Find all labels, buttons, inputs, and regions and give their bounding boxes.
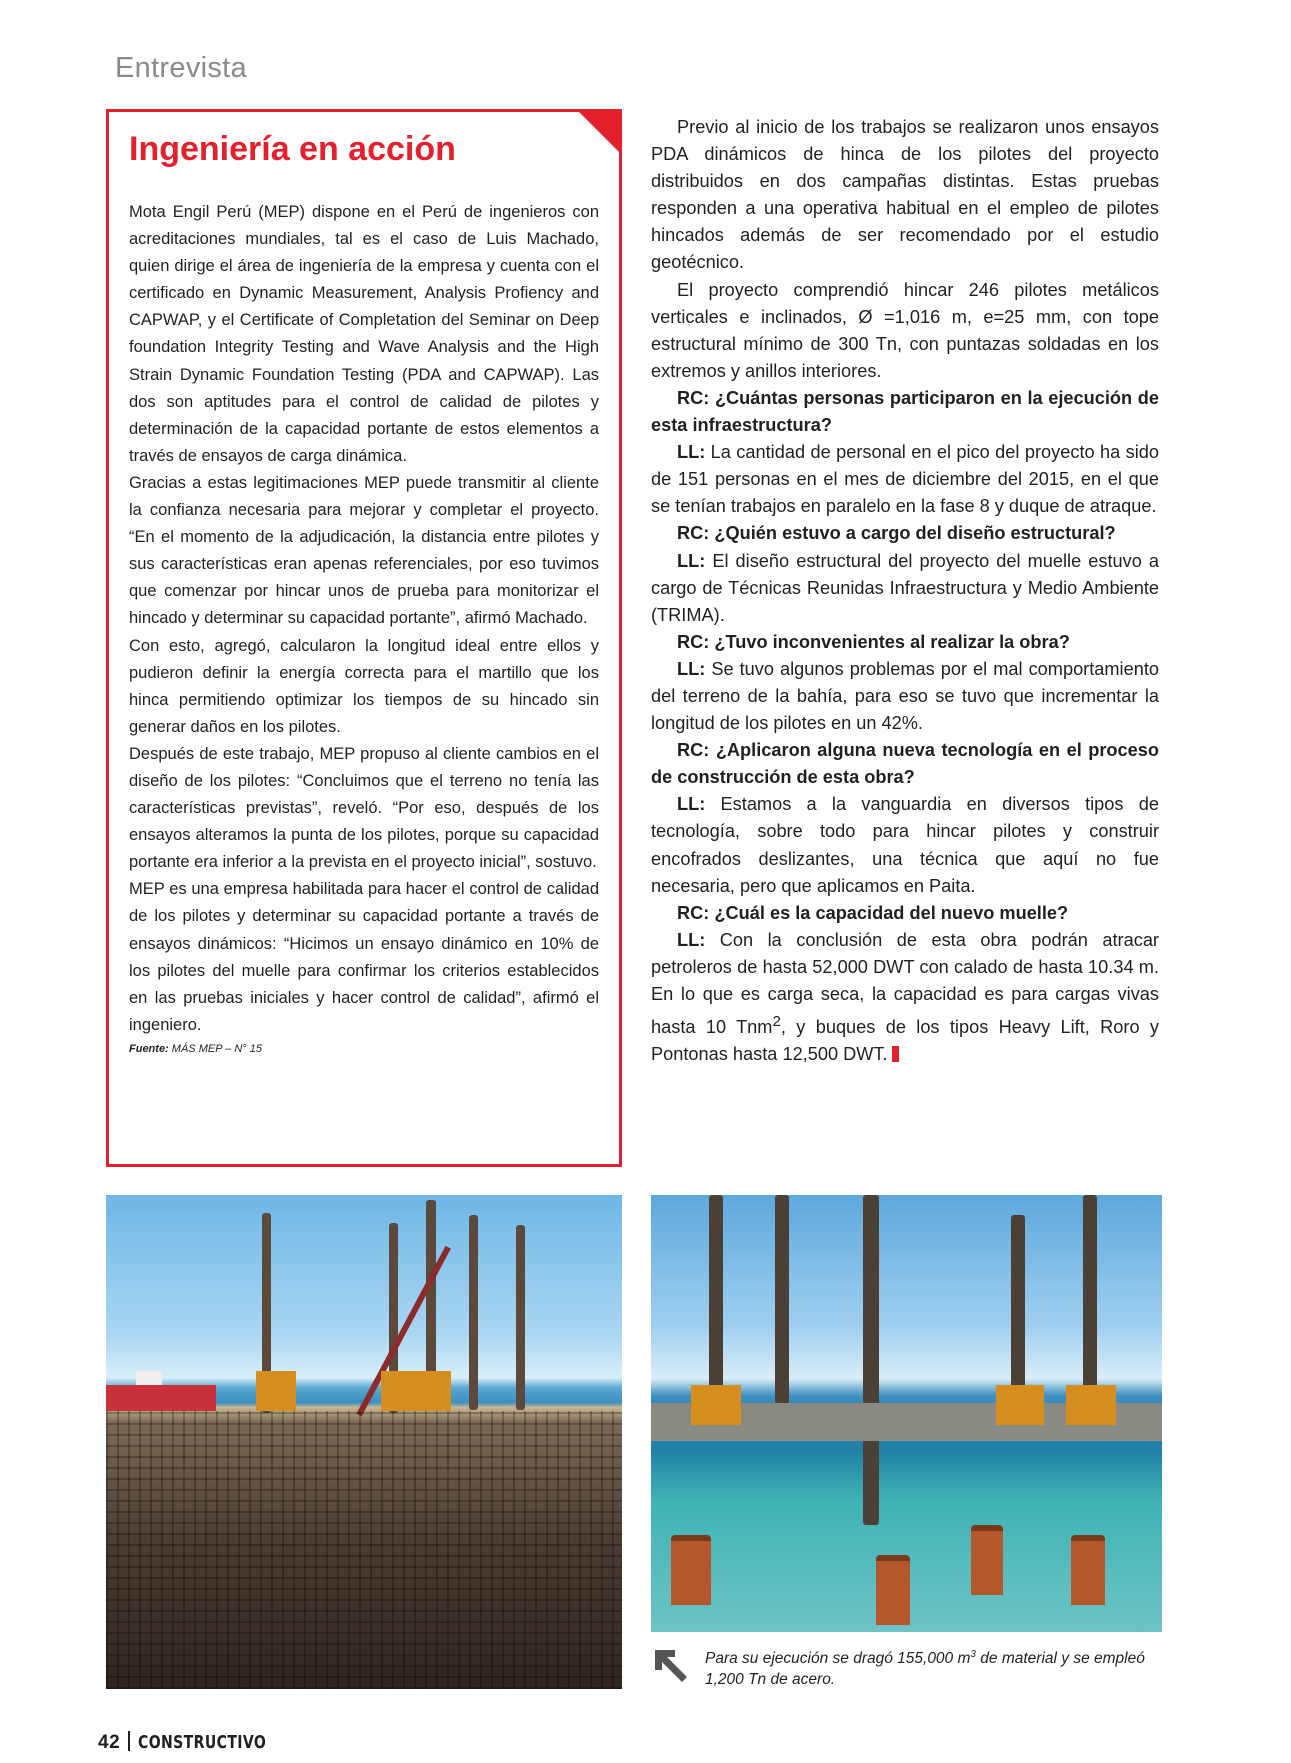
- section-label: Entrevista: [115, 52, 247, 84]
- answer-text: Con la conclusión de esta obra podrán atracar petroleros de hasta 52,000 DWT con calado de hasta 10.34 m. En lo que es carga seca, la capacidad es para cargas vivas hasta 10 Tnm: [651, 929, 1159, 1038]
- interview-question: RC: ¿Quién estuvo a cargo del diseño estructural?: [677, 523, 1116, 544]
- answer-text: , y buques de los tipos Heavy Lift, Roro y Pontonas hasta 12,500 DWT.: [651, 1017, 1160, 1065]
- sidebar-paragraph: MEP es una empresa habilitada para hacer el control de calidad de los pilotes y determinar su capacidad portante a través de ensayos dinámicos: “Hicimos un ensayo dinámico en 10% de los pilotes del muelle para confirmar los criterios establecidos en las pruebas iniciales y hacer control de calidad”, afirmó el ingeniero.: [129, 880, 599, 1034]
- sidebar-title: Ingeniería en acción: [129, 130, 456, 168]
- answer-prefix: LL:: [677, 442, 706, 463]
- photo-pile-driving: [651, 1195, 1162, 1632]
- answer-text: Se tuvo algunos problemas por el mal comportamiento del terreno de la bahía, para eso se tuvo que incrementar la longitud de los pilotes en un 42%.: [651, 658, 1159, 734]
- answer-prefix: LL:: [677, 550, 706, 571]
- interview-answer: [651, 656, 1159, 737]
- answer-text: El diseño estructural del proyecto del muelle estuvo a cargo de Técnicas Reunidas Infraestructura y Medio Ambiente (TRIMA).: [651, 550, 1159, 625]
- pile-illustration: [863, 1195, 879, 1525]
- article-column: [651, 114, 1159, 1068]
- footer-separator: [128, 1731, 130, 1751]
- interview-question: RC: ¿Tuvo inconvenientes al realizar la obra?: [677, 631, 1070, 652]
- interview-question: RC: ¿Cuántas personas participaron en la ejecución de esta infraestructura?: [651, 387, 1159, 436]
- pile-illustration: [775, 1195, 789, 1435]
- frame-illustration: [691, 1385, 741, 1425]
- interview-answer: [651, 791, 1159, 899]
- pile-illustration: [516, 1225, 525, 1410]
- sidebar-paragraph: Después de este trabajo, MEP propuso al cliente cambios en el diseño de los pilotes: “Concluimos que el terreno no tenía las características previstas”, reveló. “Por eso, después de los ensayos alteramos la punta de los pilotes, porque su capacidad portante era inferior a la prevista en el proyecto inicial”, sostuvo.: [129, 744, 599, 872]
- source-label: Fuente:: [129, 1042, 169, 1055]
- answer-prefix: LL:: [677, 658, 706, 679]
- ship-illustration: [106, 1385, 216, 1411]
- page-footer: [98, 1731, 303, 1754]
- caption-text-part: Para su ejecución se dragó 155,000 m: [705, 1650, 971, 1668]
- sidebar-paragraph: Con esto, agregó, calcularon la longitud ideal entre ellos y pudieron definir la energía correcta para el martillo que los hinca permitiendo optimizar los tiempos de su hincado sin generar daños en los pilotes.: [129, 636, 599, 736]
- superscript: 2: [772, 1013, 781, 1031]
- frame-illustration: [1066, 1385, 1116, 1425]
- source-note: [129, 1043, 599, 1055]
- interview-answer: [651, 439, 1159, 520]
- answer-prefix: LL:: [677, 929, 706, 950]
- interview-answer: [651, 548, 1159, 629]
- page-number: 42: [98, 1732, 121, 1753]
- corner-accent: [576, 109, 622, 155]
- frame-illustration: [381, 1371, 451, 1411]
- superscript: 3: [970, 1649, 976, 1660]
- source-text: MÁS MEP – N° 15: [171, 1042, 262, 1055]
- caption-text-part: de material y se empleó 1,200 Tn de acero.: [705, 1650, 1145, 1689]
- answer-text: La cantidad de personal en el pico del proyecto ha sido de 151 personas en el mes de diciembre del 2015, en el que se tenían trabajos en paralelo en la fase 8 y duque de atraque.: [651, 442, 1159, 517]
- photo-pier-deck: [106, 1195, 622, 1689]
- interview-question: RC: ¿Cuál es la capacidad del nuevo muelle?: [677, 902, 1069, 923]
- rebar-mesh-illustration: [106, 1411, 622, 1689]
- caption-text: [705, 1644, 1145, 1690]
- pile-stub-illustration: [971, 1525, 1003, 1595]
- pile-stub-illustration: [671, 1535, 711, 1605]
- sidebar-paragraph: Mota Engil Perú (MEP) dispone en el Perú de ingenieros con acreditaciones mundiales, tal es el caso de Luis Machado, quien dirige el área de ingeniería de la empresa y cuenta con el certificado en Dynamic Measurement, Analysis Profiency and CAPWAP, y el Certificate of Completation del Seminar on Deep foundation Integrity Testing and Wave Analysis and the High Strain Dynamic Foundation Testing (PDA and CAPWAP). Las dos son aptitudes para el control de calidad de pilotes y determinación de la capacidad portante de estos elementos a través de ensayos de carga dinámica.: [129, 203, 599, 465]
- article-paragraph: Previo al inicio de los trabajos se realizaron unos ensayos PDA dinámicos de hinca de los pilotes del proyecto distribuidos en dos campañas distintas. Estas pruebas responden a una operativa habitual en el empleo de pilotes hincados además de ser recomendado por el estudio geotécnico.: [651, 117, 1159, 273]
- magazine-name: CONSTRUCTIVO: [138, 1732, 267, 1753]
- interview-question: RC: ¿Aplicaron alguna nueva tecnología en el proceso de construcción de esta obra?: [651, 740, 1159, 788]
- answer-prefix: LL:: [677, 794, 706, 815]
- sidebar-paragraph: Gracias a estas legitimaciones MEP puede transmitir al cliente la confianza necesaria para mejorar y completar el proyecto. “En el momento de la adjudicación, la distancia entre pilotes y sus características eran apenas referenciales, por eso tuvimos que comenzar por hincar unos de prueba para monitorizar el hincado y determinar su capacidad portante”, afirmó Machado.: [129, 473, 599, 628]
- article-paragraph: El proyecto comprendió hincar 246 pilotes metálicos verticales e inclinados, Ø =1,016 m, e=25 mm, con tope estructural mínimo de 300 Tn, con puntazas soldadas en los extremos y anillos interiores.: [651, 279, 1159, 381]
- arrow-up-left-icon: [651, 1646, 691, 1686]
- answer-text: Estamos a la vanguardia en diversos tipos de tecnología, sobre todo para hincar pilotes y construir encofrados deslizantes, una técnica que aquí no fue necesaria, pero que aplicamos en Paita.: [651, 794, 1159, 896]
- sidebar-box: [106, 109, 622, 1167]
- interview-answer: [651, 927, 1159, 1069]
- frame-illustration: [256, 1371, 296, 1411]
- pile-stub-illustration: [1071, 1535, 1105, 1605]
- sidebar-body: [129, 199, 599, 1039]
- pile-illustration: [469, 1215, 478, 1410]
- frame-illustration: [996, 1385, 1044, 1425]
- end-of-article-mark: [892, 1046, 899, 1062]
- pile-stub-illustration: [876, 1555, 910, 1625]
